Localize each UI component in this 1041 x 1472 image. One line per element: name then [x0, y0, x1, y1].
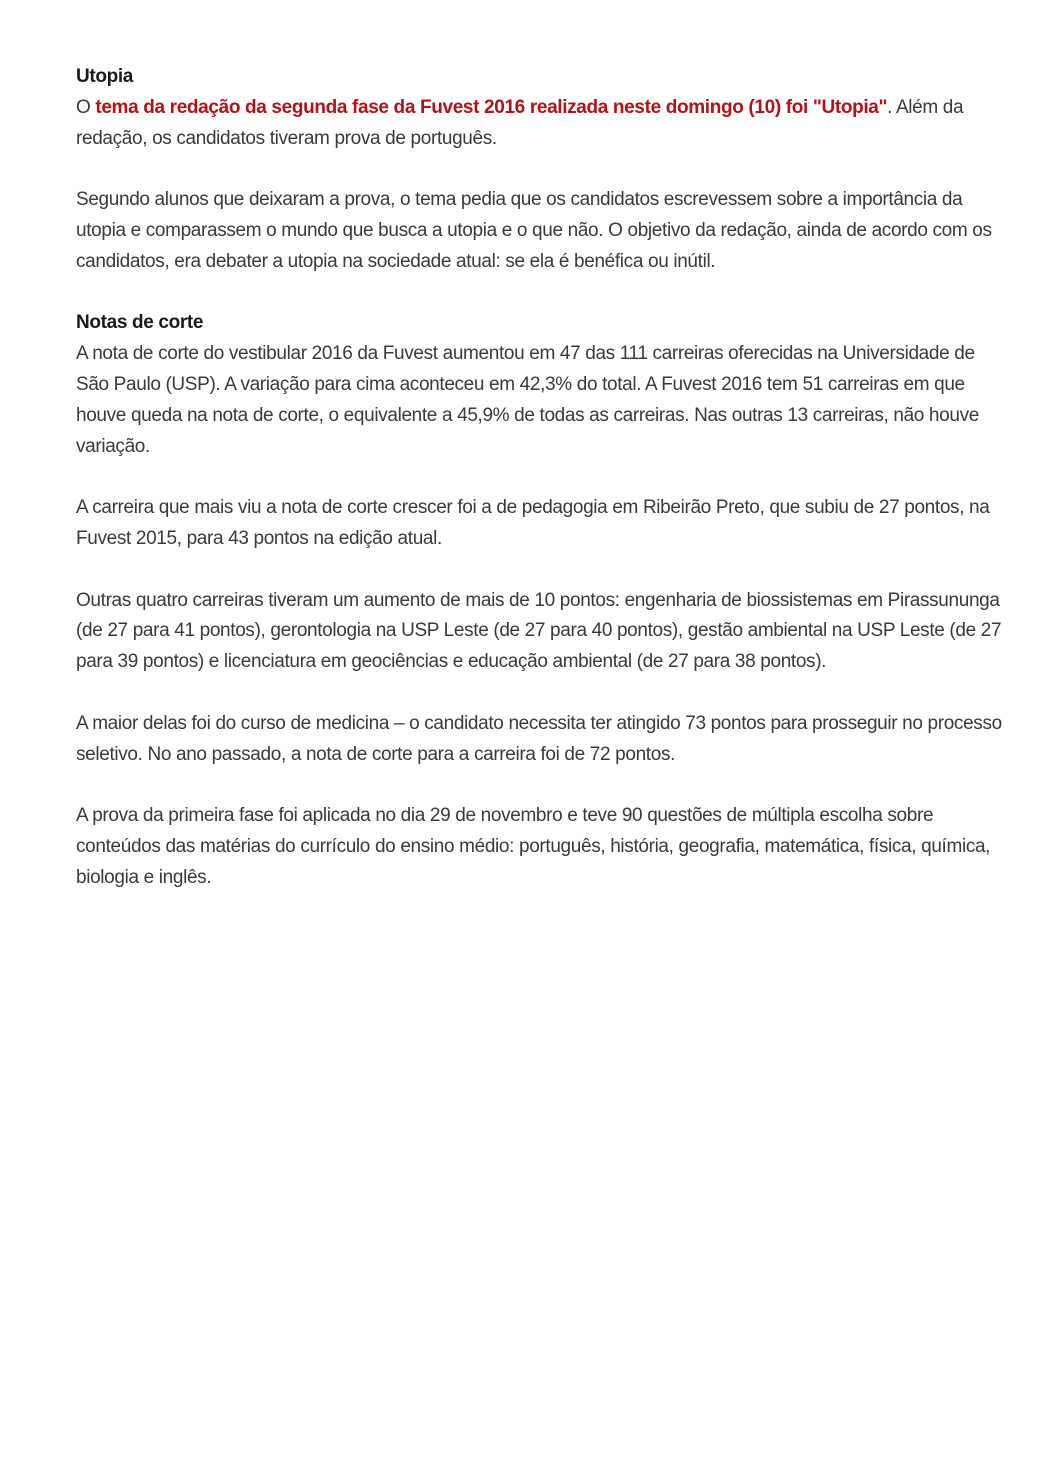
- paragraph-pedagogy-increase: A carreira que mais viu a nota de corte crescer foi a de pedagogia em Ribeirão Preto, que subiu de 27 pontos, na Fuvest 2015, para 43 pontos na edição atual.: [76, 497, 990, 549]
- paragraph-utopia-details: Segundo alunos que deixaram a prova, o tema pedia que os candidatos escrevessem sobre a importância da utopia e comparassem o mundo que busca a utopia e o que não. O objetivo da redação, ainda de acordo com os candidatos, era debater a utopia na sociedade atual: se ela é benéfica ou inútil.: [76, 189, 992, 272]
- essay-theme-link[interactable]: tema da redação da segunda fase da Fuvest 2016 realizada neste domingo (10) foi "Utopia": [95, 96, 888, 118]
- intro-paragraph: [76, 93, 1006, 155]
- article-body: [76, 62, 1006, 894]
- intro-prefix: O: [76, 96, 96, 118]
- paragraph-cutoff-overview: A nota de corte do vestibular 2016 da Fuvest aumentou em 47 das 111 carreiras oferecidas na Universidade de São Paulo (USP). A variação para cima aconteceu em 42,3% do total. A Fuvest 2016 tem 51 carreiras em que houve queda na nota de corte, o equivalente a 45,9% de todas as carreiras. Nas outras 13 carreiras, não houve variação.: [76, 343, 979, 457]
- intro-suffix: . Além da redação, os candidatos tiveram prova de português.: [76, 96, 964, 149]
- section-title-utopia: Utopia: [76, 66, 134, 87]
- paragraph-medicine: A maior delas foi do curso de medicina – o candidato necessita ter atingido 73 pontos para prosseguir no processo seletivo. No ano passado, a nota de corte para a carreira foi de 72 pontos.: [76, 712, 1002, 765]
- section-title-notas-de-corte: Notas de corte: [76, 312, 204, 334]
- paragraph-other-careers: Outras quatro carreiras tiveram um aumento de mais de 10 pontos: engenharia de biossistemas em Pirassununga (de 27 para 41 pontos), gerontologia na USP Leste (de 27 para 40 pontos), gestão ambiental na USP Leste (de 27 para 39 pontos) e licenciatura em geociências e educação ambiental (de 27 para 38 pontos).: [76, 589, 1002, 673]
- paragraph-first-phase: A prova da primeira fase foi aplicada no dia 29 de novembro e teve 90 questões de múltipla escolha sobre conteúdos das matérias do currículo do ensino médio: português, história, geografia, matemática, física, química, biologia e inglês.: [76, 805, 991, 888]
